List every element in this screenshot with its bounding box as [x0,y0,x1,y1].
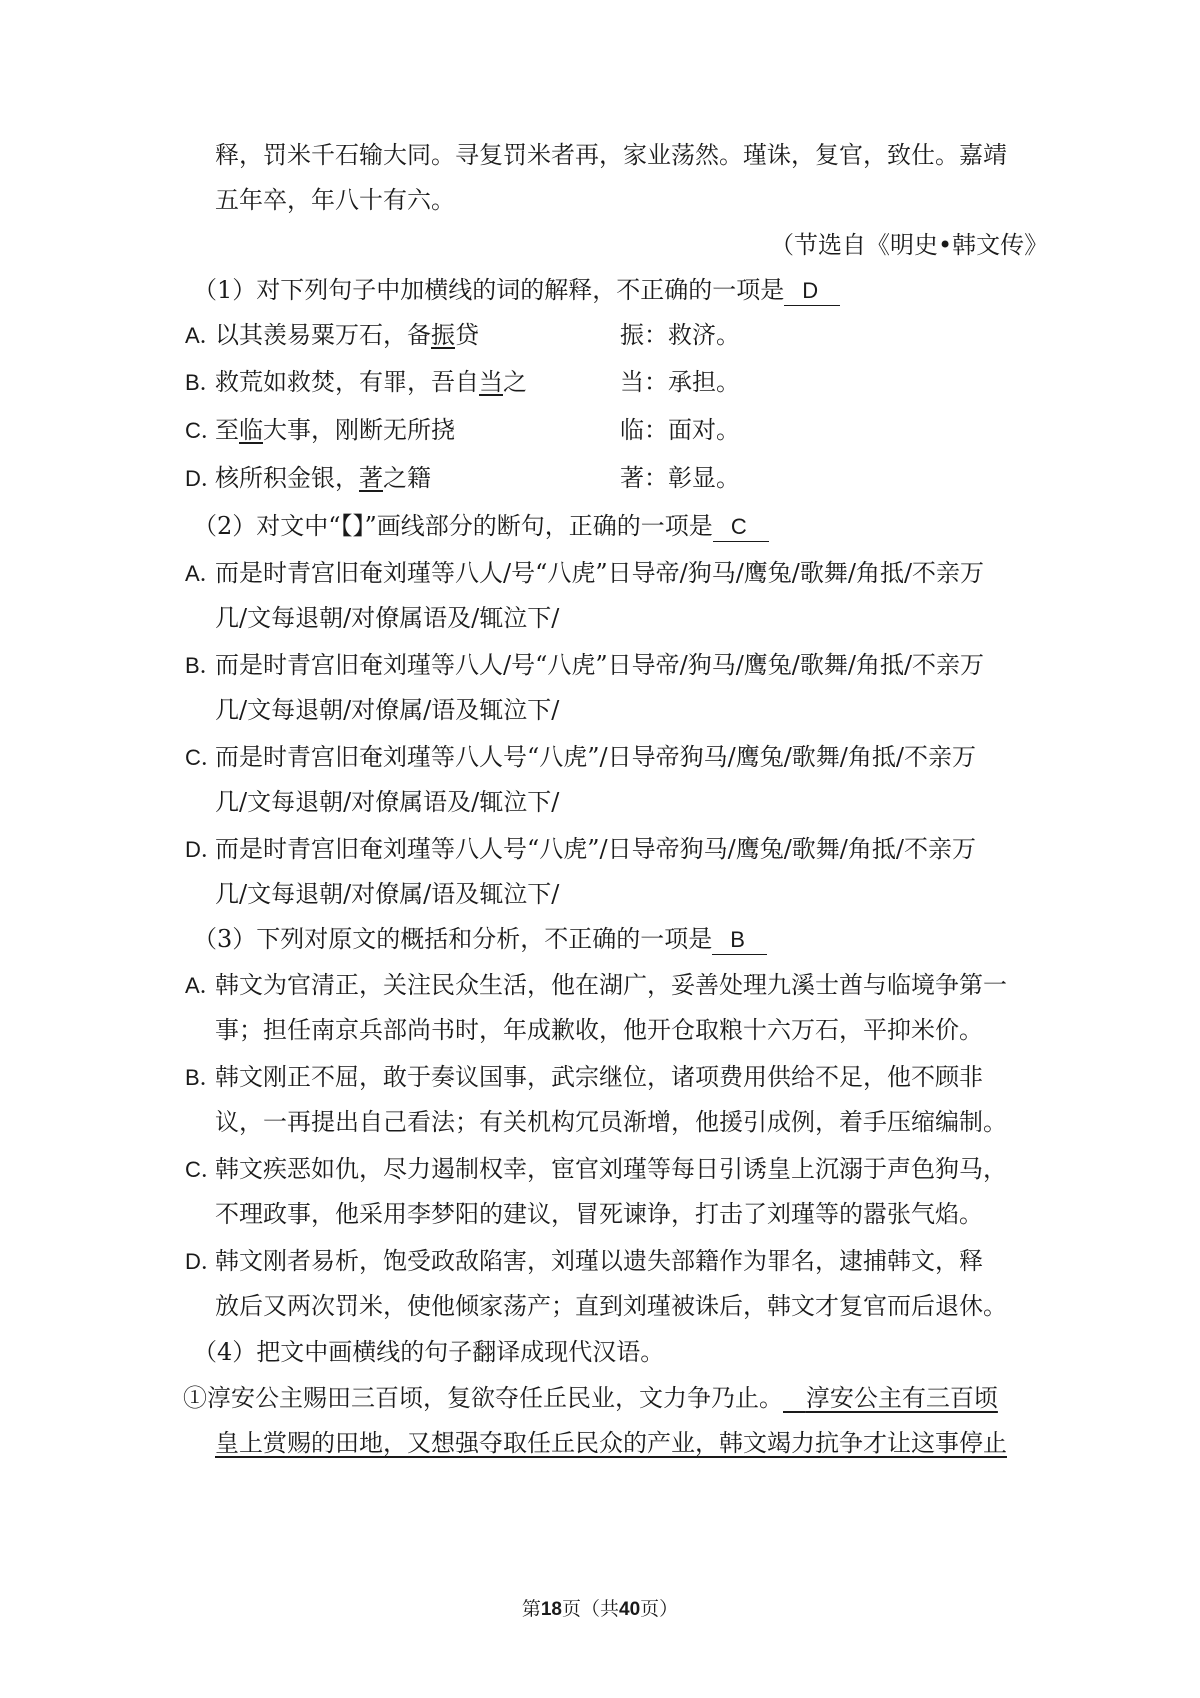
item-sentence: 淳安公主赐田三百顷，复欲夺任丘民业，文力争乃止。 [207,1384,783,1412]
answer-blank: C [713,513,769,542]
q1-option-a: A．以其羡易粟万石，备振贷 振：救济。 [185,318,1085,352]
question-1 [193,273,840,307]
answer-blank: B [712,926,767,955]
option-gloss: 当：承担。 [620,368,740,396]
page-footer: 第18页（共40页） [521,1598,679,1620]
underlined-word: 振 [431,321,455,349]
q2-option-c: C．而是时青宫旧奄刘瑾等八人号“八虎”/日导帝狗马/鹰兔/歌舞/角抵/不亲万 [185,740,976,774]
q3-option-c-cont: 不理政事，他采用李梦阳的建议，冒死谏诤，打击了刘瑾等的嚣张气焰。 [215,1200,983,1228]
option-label: A． [185,973,222,998]
page-total: 40 [619,1599,641,1620]
option-label: A． [185,323,222,348]
option-label: C． [185,745,223,770]
passage-line: 释，罚米千石输大同。寻复罚米者再，家业荡然。瑾诛，复官，致仕。嘉靖 [215,141,1007,169]
option-label: A． [185,561,222,586]
q1-option-c: C．至临大事，刚断无所挠 临：面对。 [185,413,1085,447]
q3-option-a: A．韩文为官清正，关注民众生活，他在湖广，妥善处理九溪士酋与临境争第一 [185,968,1007,1002]
option-label: B． [185,653,222,678]
q3-option-c: C．韩文疾恶如仇，尽力遏制权幸，宦官刘瑾等每日引诱皇上沉溺于声色狗马， [185,1152,1007,1186]
answer-blank: D [784,277,840,306]
option-label: D． [185,466,223,491]
q3-option-b: B．韩文刚正不屈，敢于奏议国事，武宗继位，诸项费用供给不足，他不顾非 [185,1060,983,1094]
q2-option-a: A．而是时青宫旧奄刘瑾等八人/号“八虎”日导帝/狗马/鹰兔/歌舞/角抵/不亲万 [185,556,984,590]
page-number: 18 [540,1599,562,1620]
question-stem: （2）对文中“【】”画线部分的断句，正确的一项是 [193,512,713,540]
option-gloss: 著：彰显。 [620,464,740,492]
option-label: B． [185,370,222,395]
q2-option-d: D．而是时青宫旧奄刘瑾等八人号“八虎”/日导帝狗马/鹰兔/歌舞/角抵/不亲万 [185,832,976,866]
underlined-word: 当 [479,368,503,396]
q2-option-d-cont: 几/文每退朝/对僚属/语及辄泣下/ [215,880,560,908]
question-4: （4）把文中画横线的句子翻译成现代汉语。 [193,1338,665,1366]
q3-option-a-cont: 事；担任南京兵部尚书时，年成歉收，他开仓取粮十六万石，平抑米价。 [215,1016,983,1044]
q2-option-a-cont: 几/文每退朝/对僚属语及/辄泣下/ [215,604,560,632]
item-label: ① [183,1384,207,1412]
underlined-word: 著 [359,464,383,492]
question-2 [193,509,769,543]
q1-option-d: D．核所积金银，著之籍 著：彰显。 [185,461,1085,495]
q3-option-d: D．韩文刚者易析，饱受政敌陷害，刘瑾以遗失部籍作为罪名，逮捕韩文，释 [185,1244,983,1278]
option-label: C． [185,418,223,443]
option-label: C． [185,1157,223,1182]
option-label: B． [185,1065,222,1090]
question-stem: （3）下列对原文的概括和分析，不正确的一项是 [193,925,713,953]
q1-option-b: B．救荒如救焚，有罪，吾自当之 当：承担。 [185,365,1085,399]
option-label: D． [185,837,223,862]
passage-source: （节选自《明史•韩文传》 [770,231,1049,259]
option-gloss: 临：面对。 [620,416,740,444]
q2-option-b: B．而是时青宫旧奄刘瑾等八人/号“八虎”日导帝/狗马/鹰兔/歌舞/角抵/不亲万 [185,648,984,682]
question-stem: （1）对下列句子中加横线的词的解释，不正确的一项是 [193,276,785,304]
question-3 [193,922,767,956]
underlined-word: 临 [239,416,263,444]
q2-option-b-cont: 几/文每退朝/对僚属/语及辄泣下/ [215,696,560,724]
passage-line: 五年卒，年八十有六。 [215,186,455,214]
option-label: D． [185,1249,223,1274]
q4-item-1 [183,1381,998,1415]
option-gloss: 振：救济。 [620,321,740,349]
translation-answer: 淳安公主有三百顷 [805,1384,998,1412]
translation-answer: 皇上赏赐的田地，又想强夺取任丘民众的产业，韩文竭力抗争才让这事停止 [215,1429,1007,1457]
q3-option-b-cont: 议，一再提出自己看法；有关机构冗员渐增，他援引成例，着手压缩编制。 [215,1108,1007,1136]
q2-option-c-cont: 几/文每退朝/对僚属语及/辄泣下/ [215,788,560,816]
q3-option-d-cont: 放后又两次罚米，使他倾家荡产；直到刘瑾被诛后，韩文才复官而后退休。 [215,1292,1007,1320]
q4-item-1-cont [215,1426,1007,1460]
